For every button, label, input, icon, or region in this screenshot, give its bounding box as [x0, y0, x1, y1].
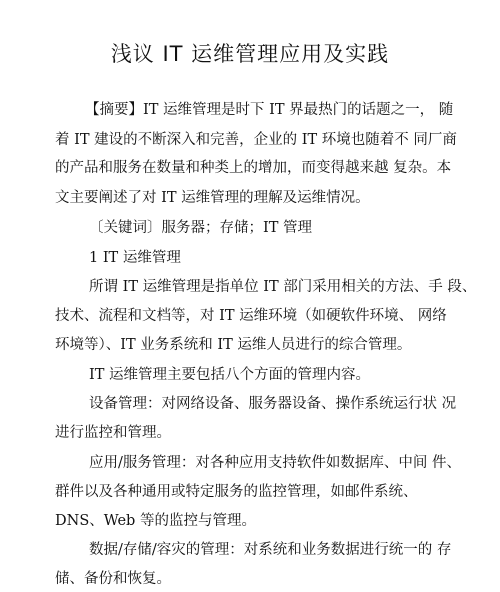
abstract-line-3: 的产品和服务在数量和种类上的增加，而变得越来越 复杂。本 [55, 160, 452, 176]
device-management-line-2: 进行监控和管理。 [55, 425, 171, 441]
storage-management-line-1: 数据/存储/容灾的管理：对系统和业务数据进行统一的 存 [89, 542, 452, 558]
keywords-line: 〔关键词〕服务器；存储；IT 管理 [89, 220, 313, 236]
device-management-line-1: 设备管理：对网络设备、服务器设备、操作系统运行状 况 [89, 396, 457, 412]
service-management-line-1: 应用/服务管理：对各种应用支持软件如数据库、中间 件、 [89, 455, 461, 471]
paragraph-line-3: 环境等）、IT 业务系统和 IT 运维人员进行的综合管理。 [55, 337, 412, 353]
storage-management-line-2: 储、备份和恢复。 [55, 571, 171, 587]
abstract-line-4: 文主要阐述了对 IT 运维管理的理解及运维情况。 [55, 190, 370, 206]
service-management-line-2: 群件以及各种通用或特定服务的监控管理，如邮件系统、 [55, 484, 418, 500]
section-heading: 1 IT 运维管理 [89, 250, 181, 266]
document-title: 浅议 IT 运维管理应用及实践 [110, 42, 390, 66]
abstract-line-2: 着 IT 建设的不断深入和完善，企业的 IT 环境也随着不 同厂商 [55, 132, 457, 148]
paragraph-line-4: IT 运维管理主要包括八个方面的管理内容。 [89, 367, 371, 383]
service-management-line-3: DNS、Web 等的监控与管理。 [55, 513, 256, 529]
abstract-line-1: 【摘要】IT 运维管理是时下 IT 界最热门的话题之一， 随 [85, 102, 454, 118]
paragraph-line-1: 所谓 IT 运维管理是指单位 IT 部门采用相关的方法、手 段、 [89, 279, 477, 295]
paragraph-line-2: 技术、流程和文档等，对 IT 运维环境（如硬软件环境、 网络 [55, 308, 447, 324]
